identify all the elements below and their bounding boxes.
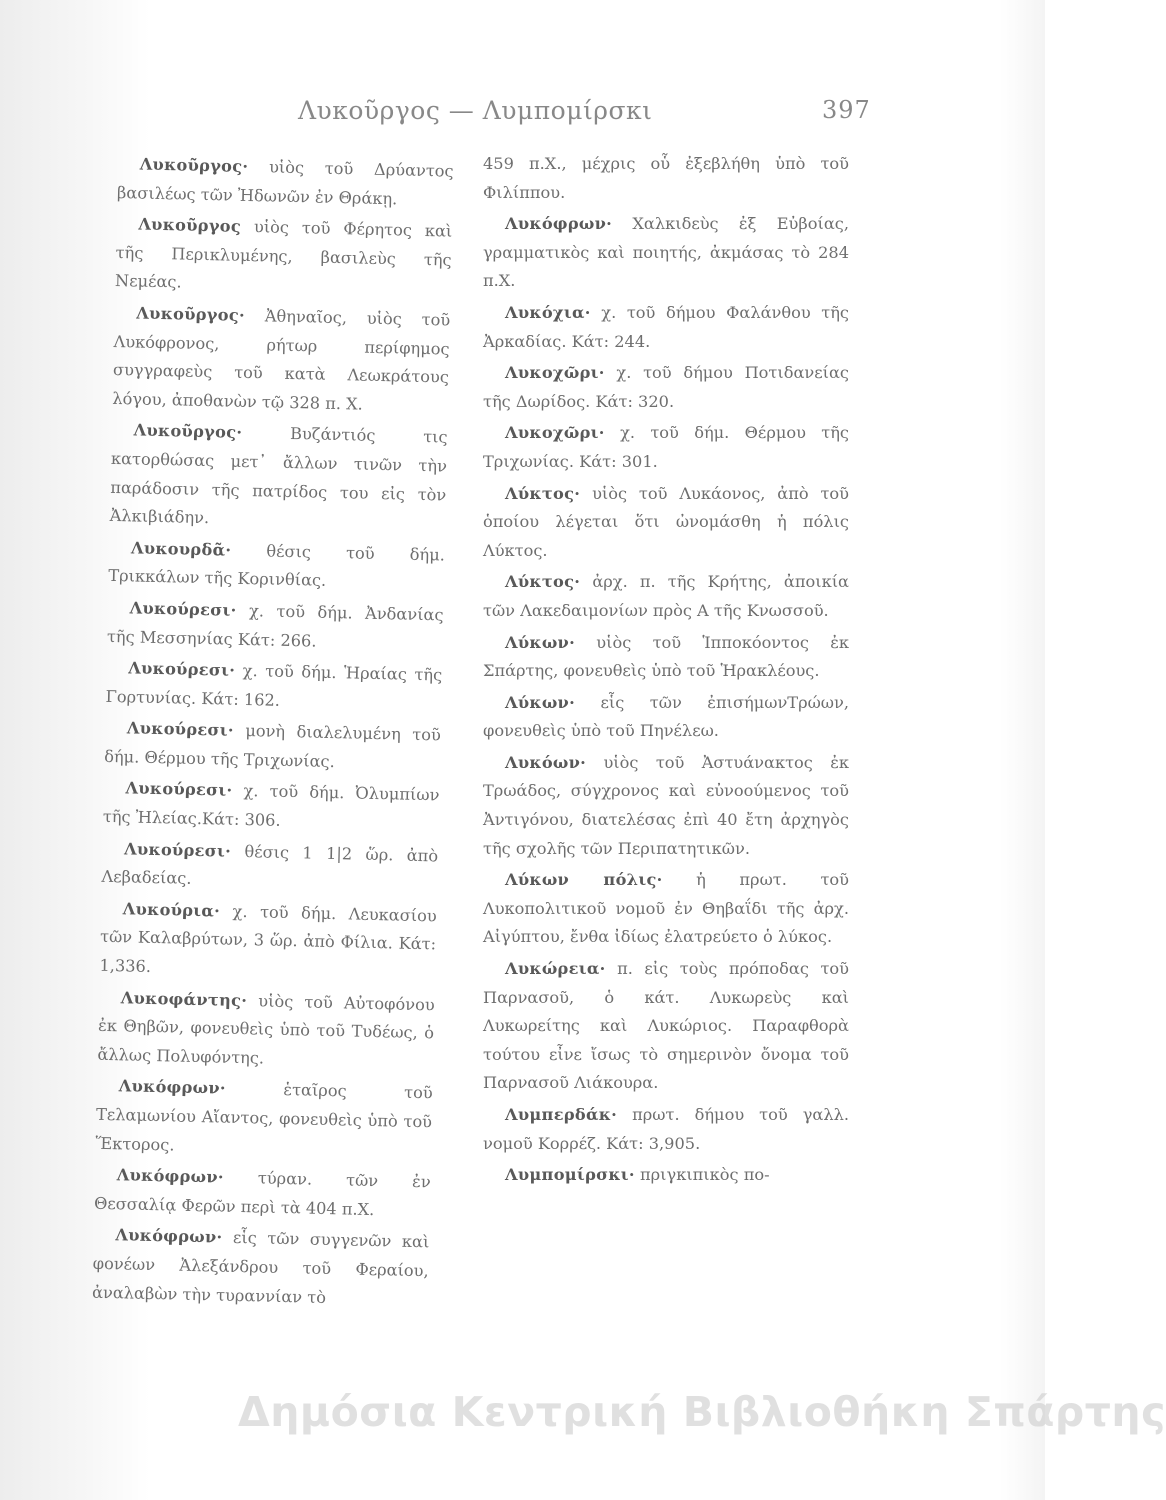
entry-text: υἱὸς τοῦ Αὐτοφόνου ἐκ Θηβῶν, φονευθεὶς ὑπὸ τοῦ Τυδέως, ὁ ἄλλως Πολυφόντης.: [97, 991, 435, 1068]
entry-text: Χαλκιδεὺς ἐξ Εὐβοίας, γραμματικὸς καὶ ποιητής, ἀκμάσας τὸ 284 π.Χ.: [483, 214, 849, 291]
entry-text: Ἀθηναῖος, υἱὸς τοῦ Λυκόφρονος, ρήτωρ περίφημος συγγραφεὺς τοῦ κατὰ Λεωκράτους λόγου, ἀποθανὼν τῷ 328 π. Χ.: [112, 306, 451, 414]
entry-headword: Λυκούρεσι·: [126, 718, 235, 741]
entry-headword: Λυκοῦργος·: [136, 303, 246, 325]
dictionary-entry: [101, 834, 438, 899]
entry-headword: Λύκων·: [505, 692, 576, 712]
entry-headword: Λύκων πόλις·: [505, 870, 663, 890]
dictionary-entry: [483, 210, 849, 296]
entry-text: χ. τοῦ δήμ. Λευκασίου τῶν Καλαβρύτων, 3 ὥρ. ἀπὸ Φίλια. Κάτ: 1,336.: [99, 901, 437, 976]
entry-text: μονὴ διαλελυμένη τοῦ δήμ. Θέρμου τῆς Τριχωνίας.: [104, 721, 442, 771]
entry-text: τύραν. τῶν ἐν Θεσσαλίᾳ Φερῶν περὶ τὰ 404 π.Χ.: [93, 1168, 431, 1219]
entry-text: χ. τοῦ δήμ. Ἀνδανίας τῆς Μεσσηνίας Κάτ: 266.: [106, 601, 444, 651]
dictionary-entry: [95, 1072, 433, 1165]
entry-text: χ. τοῦ δήμ. Θέρμου τῆς Τριχωνίας. Κάτ: 301.: [483, 423, 849, 471]
entry-headword: Λυκώρεια·: [505, 959, 606, 979]
dictionary-entry: [99, 895, 437, 988]
dictionary-entry: [108, 534, 445, 599]
dictionary-entry: [107, 594, 444, 659]
entry-text: θέσις 1 1|2 ὥρ. ἀπὸ Λεβαδείας.: [101, 841, 439, 889]
entry-headword: Λυκούρια·: [122, 899, 221, 921]
dictionary-entry: [104, 714, 441, 779]
left-column: [92, 150, 454, 1317]
entry-text: υἱὸς τοῦ Ἱπποκόοντος ἐκ Σπάρτης, φονευθεὶς ὑπὸ τοῦ Ἡρακλέους.: [483, 632, 849, 681]
entry-headword: Λυκουρδᾶ·: [130, 538, 232, 560]
dictionary-entry: [94, 1161, 431, 1226]
dictionary-entry: [483, 568, 849, 625]
entry-text: π. εἰς τοὺς πρόποδας τοῦ Παρνασοῦ, ὁ κάτ. Λυκωρεὺς καὶ Λυκωρείτης καὶ Λυκώριος. Παραφθορὰ τούτου εἶνε ἴσως τὸ σημερινὸν ὄνομα τοῦ Παρνασοῦ Λιάκουρα.: [483, 959, 849, 1093]
entry-headword: Λυκοφάντης·: [120, 987, 248, 1010]
entry-headword: Λυκούρεσι·: [129, 598, 237, 620]
entry-text: χ. τοῦ δήμ. Ἡραίας τῆς Γορτυνίας. Κάτ: 162.: [105, 661, 443, 710]
entry-text: εἷς τῶν ἐπισήμωνΤρώων, φονευθεὶς ὑπὸ τοῦ Πηνέλεω.: [483, 692, 849, 741]
dictionary-entry: [115, 210, 453, 303]
entry-text: 459 π.Χ., μέχρις οὗ ἐξεβλήθη ὑπὸ τοῦ Φιλίππου.: [483, 154, 849, 202]
entry-headword: Λυκοχῶρι·: [505, 363, 605, 383]
dictionary-entry: [97, 983, 435, 1076]
entry-headword: Λυκούρεσι·: [128, 658, 236, 680]
dictionary-entry: [112, 299, 451, 421]
library-watermark: Δημόσια Κεντρική Βιβλιοθήκη Σπάρτης: [238, 1388, 1166, 1436]
entry-headword: Λυκοῦργος: [138, 214, 242, 236]
dictionary-entry: [483, 1161, 849, 1190]
dictionary-entry: [483, 299, 849, 356]
dictionary-entry: [105, 654, 442, 719]
entry-headword: Λυμπομίρσκι·: [505, 1165, 635, 1185]
entry-text: πριγκιπικὸς πο-: [640, 1165, 770, 1185]
entry-headword: Λυκούρεσι·: [125, 778, 233, 801]
entry-text: χ. τοῦ δήμου Φαλάνθου τῆς Ἀρκαδίας. Κάτ: 244.: [483, 302, 849, 351]
dictionary-entry: [483, 689, 849, 746]
dictionary-entry: [92, 1221, 430, 1314]
entry-text: Βυζάντιός τις κατορθώσας μετ᾽ ἄλλων τινῶν τὴν παράδοσιν τῆς πατρίδος του εἰς τὸν Ἀλκιβιάδην.: [109, 424, 448, 528]
page-header-title: Λυκοῦργος — Λυμπομίρσκι: [298, 96, 653, 125]
right-column: [483, 150, 849, 1193]
entry-headword: Λυκόχια·: [505, 302, 591, 322]
page-number: 397: [822, 96, 871, 124]
entry-headword: Λυκοῦργος·: [139, 154, 249, 176]
entry-text: ἀρχ. π. τῆς Κρήτης, ἀποικία τῶν Λακεδαιμονίων πρὸς Α τῆς Κνωσσοῦ.: [483, 572, 849, 620]
dictionary-entry: [109, 416, 448, 538]
entry-headword: Λυκόφρων·: [115, 1225, 223, 1248]
dictionary-entry: [103, 774, 440, 839]
entry-headword: Λυμπερδάκ·: [505, 1105, 618, 1124]
dictionary-entry: [483, 629, 849, 686]
entry-headword: Λυκούρεσι·: [123, 838, 232, 861]
entry-text: υἱὸς τοῦ Ἀστυάνακτος ἐκ Τρωάδος, σύγχρονος καὶ εὐνοούμενος τοῦ Ἀντιγόνου, διατελέσας ἐπὶ 40 ἔτη ἀρχηγὸς τῆς σχολῆς τῶν Περιπατητικῶν.: [483, 752, 849, 858]
dictionary-entry: [483, 150, 849, 207]
entry-headword: Λυκόφρων·: [505, 214, 613, 234]
entry-headword: Λυκοχῶρι·: [505, 423, 605, 443]
entry-text: υἱὸς τοῦ Λυκάονος, ἀπὸ τοῦ ὁποίου λέγεται ὅτι ὠνομάσθη ἡ πόλις Λύκτος.: [483, 483, 849, 560]
entry-text: πρωτ. δήμου τοῦ γαλλ. νομοῦ Κορρέζ. Κάτ: 3,905.: [483, 1105, 849, 1153]
dictionary-entry: [483, 749, 849, 863]
dictionary-entry: [117, 150, 454, 215]
dictionary-entry: [483, 419, 849, 476]
entry-text: εἷς τῶν συγγενῶν καὶ φονέων Ἀλεξάνδρου τοῦ Φεραίου, ἀναλαβὼν τὴν τυραννίαν τὸ: [91, 1228, 430, 1307]
dictionary-entry: [483, 955, 849, 1098]
entry-headword: Λυκοῦργος·: [133, 420, 243, 443]
entry-headword: Λυκόφρων·: [118, 1076, 227, 1099]
entry-headword: Λυκόων·: [505, 752, 587, 772]
dictionary-entry: [483, 1101, 849, 1158]
entry-text: θέσις τοῦ δήμ. Τρικκάλων τῆς Κορινθίας.: [108, 541, 446, 591]
entry-text: υἱὸς τοῦ Δρύαντος βασιλέως τῶν Ἠδωνῶν ἐν Θράκῃ.: [116, 157, 454, 208]
entry-headword: Λύκτος·: [505, 483, 581, 503]
entry-text: υἱὸς τοῦ Φέρητος καὶ τῆς Περικλυμένης, βασιλεὺς τῆς Νεμέας.: [114, 217, 453, 292]
entry-text: ἡ πρωτ. τοῦ Λυκοπολιτικοῦ νομοῦ ἐν Θηβαΐδι τῆς ἀρχ. Αἰγύπτου, ἔνθα ἰδίως ἐλατρεύετο ὁ λύκος.: [483, 870, 849, 947]
entry-text: χ. τοῦ δήμου Ποτιδανείας τῆς Δωρίδος. Κάτ: 320.: [483, 363, 849, 411]
entry-text: χ. τοῦ δήμ. Ὀλυμπίων τῆς Ἠλείας.Κάτ: 306.: [102, 781, 440, 830]
entry-text: ἑταῖρος τοῦ Τελαμωνίου Αἴαντος, φονευθεὶς ὑπὸ τοῦ Ἕκτορος.: [95, 1080, 433, 1155]
dictionary-entry: [483, 480, 849, 566]
entry-headword: Λύκτος·: [505, 572, 581, 592]
entry-headword: Λύκων·: [505, 632, 576, 652]
dictionary-entry: [483, 359, 849, 416]
dictionary-entry: [483, 866, 849, 952]
entry-headword: Λυκόφρων·: [116, 1165, 225, 1187]
